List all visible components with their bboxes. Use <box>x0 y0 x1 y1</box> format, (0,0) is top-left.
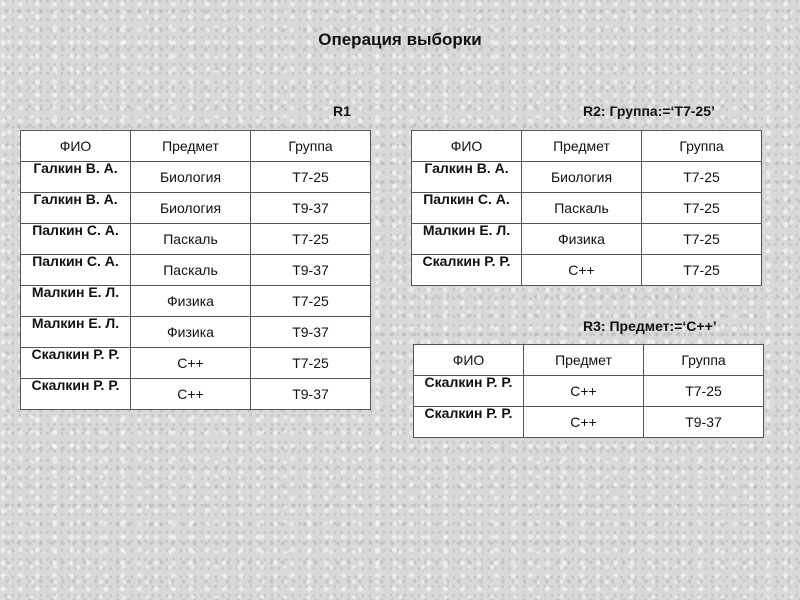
cell-subject: Паскаль <box>522 193 642 224</box>
table-row <box>21 162 371 193</box>
cell-fio <box>21 348 131 379</box>
cell-subject: Паскаль <box>131 224 251 255</box>
r3-label: R3: Предмет:=‘С++’ <box>583 318 717 334</box>
table-r1 <box>20 130 371 410</box>
column-header: Предмет <box>522 131 642 162</box>
page-title: Операция выборки <box>318 30 482 49</box>
cell-fio-text: Галкин В. А. <box>33 161 118 176</box>
cell-fio-text: Скалкин Р. Р. <box>31 347 120 362</box>
column-header: ФИО <box>414 345 524 376</box>
cell-fio-text: Палкин С. А. <box>423 192 510 207</box>
cell-fio <box>21 317 131 348</box>
header-row <box>412 131 762 162</box>
cell-fio-text: Малкин Е. Л. <box>31 316 120 331</box>
cell-fio-text: Скалкин Р. Р. <box>424 375 513 390</box>
cell-fio <box>21 162 131 193</box>
table-row <box>414 407 764 438</box>
cell-subject: Биология <box>131 162 251 193</box>
table-row <box>21 348 371 379</box>
cell-subject: Биология <box>522 162 642 193</box>
cell-fio <box>414 376 524 407</box>
cell-fio-text: Галкин В. А. <box>424 161 509 176</box>
cell-group: Т9-37 <box>251 317 371 348</box>
cell-fio <box>21 224 131 255</box>
cell-fio <box>412 224 522 255</box>
cell-group: Т7-25 <box>251 348 371 379</box>
table-r2 <box>411 130 762 286</box>
header-row <box>414 345 764 376</box>
cell-group: Т9-37 <box>251 379 371 410</box>
cell-subject: С++ <box>524 376 644 407</box>
cell-fio <box>414 407 524 438</box>
cell-fio <box>412 255 522 286</box>
cell-group: Т7-25 <box>251 224 371 255</box>
cell-subject: С++ <box>131 348 251 379</box>
cell-subject: С++ <box>524 407 644 438</box>
cell-group: Т7-25 <box>642 162 762 193</box>
table-row <box>21 224 371 255</box>
cell-group: Т7-25 <box>642 193 762 224</box>
cell-subject: С++ <box>522 255 642 286</box>
column-header: Группа <box>644 345 764 376</box>
cell-group: Т9-37 <box>251 193 371 224</box>
cell-fio <box>21 379 131 410</box>
cell-group: Т7-25 <box>642 255 762 286</box>
column-header: ФИО <box>21 131 131 162</box>
header-row <box>21 131 371 162</box>
table-row <box>414 376 764 407</box>
cell-group: Т9-37 <box>251 255 371 286</box>
table-row <box>412 224 762 255</box>
column-header: Предмет <box>524 345 644 376</box>
cell-fio-text: Скалкин Р. Р. <box>422 254 511 269</box>
table-row <box>21 193 371 224</box>
column-header: ФИО <box>412 131 522 162</box>
table-row <box>412 255 762 286</box>
cell-fio-text: Палкин С. А. <box>32 223 119 238</box>
cell-fio-text: Палкин С. А. <box>32 254 119 269</box>
cell-group: Т7-25 <box>644 376 764 407</box>
column-header: Предмет <box>131 131 251 162</box>
cell-fio-text: Малкин Е. Л. <box>31 285 120 300</box>
cell-subject: С++ <box>131 379 251 410</box>
cell-subject: Биология <box>131 193 251 224</box>
cell-fio <box>21 193 131 224</box>
table-row <box>21 255 371 286</box>
cell-fio <box>412 162 522 193</box>
r2-body <box>412 162 762 286</box>
table-row <box>412 162 762 193</box>
cell-group: Т7-25 <box>642 224 762 255</box>
table-row <box>21 286 371 317</box>
cell-subject: Физика <box>131 317 251 348</box>
cell-group: Т7-25 <box>251 162 371 193</box>
cell-subject: Физика <box>131 286 251 317</box>
cell-fio-text: Скалкин Р. Р. <box>424 406 513 421</box>
cell-fio <box>21 286 131 317</box>
r3-body <box>414 376 764 438</box>
column-header: Группа <box>642 131 762 162</box>
cell-fio-text: Малкин Е. Л. <box>422 223 511 238</box>
r1-body <box>21 162 371 410</box>
cell-fio-text: Скалкин Р. Р. <box>31 378 120 393</box>
cell-fio <box>412 193 522 224</box>
table-row <box>21 317 371 348</box>
table-r3 <box>413 344 764 438</box>
table-row <box>412 193 762 224</box>
cell-fio-text: Галкин В. А. <box>33 192 118 207</box>
table-row <box>21 379 371 410</box>
cell-group: Т7-25 <box>251 286 371 317</box>
r2-label: R2: Группа:=‘Т7-25’ <box>583 103 715 119</box>
cell-group: Т9-37 <box>644 407 764 438</box>
cell-fio <box>21 255 131 286</box>
r1-label: R1 <box>333 103 351 119</box>
column-header: Группа <box>251 131 371 162</box>
cell-subject: Физика <box>522 224 642 255</box>
cell-subject: Паскаль <box>131 255 251 286</box>
